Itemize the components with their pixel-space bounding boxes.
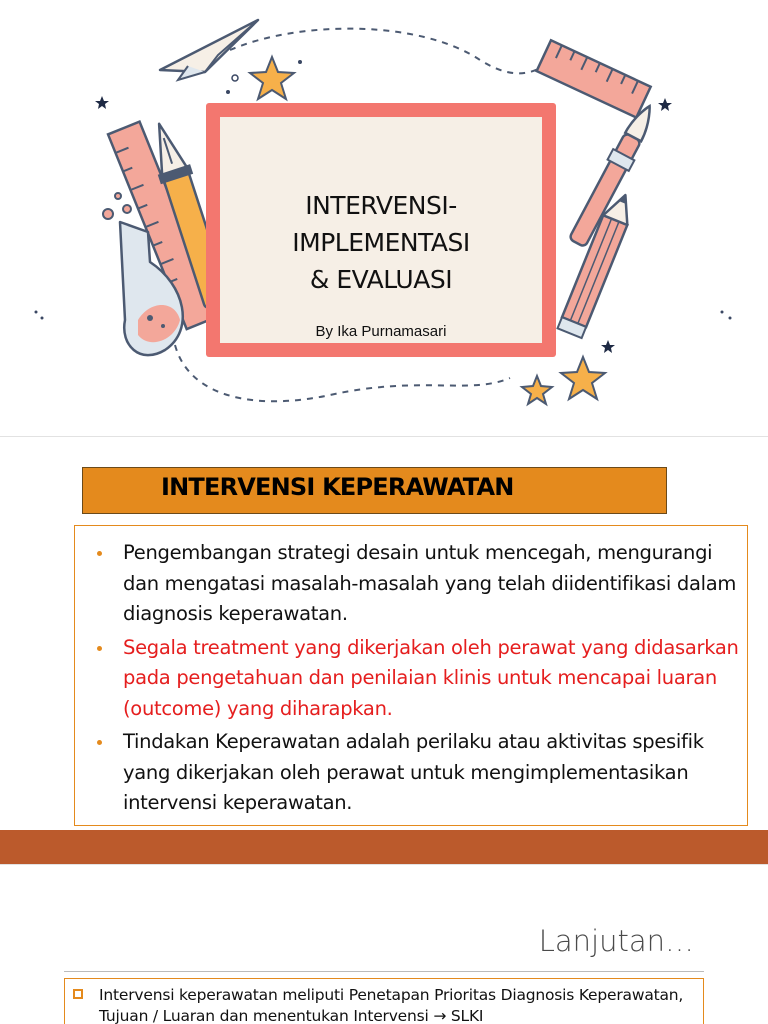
bullet-item bbox=[75, 633, 747, 725]
bullet-list bbox=[75, 538, 747, 822]
section-header-text: INTERVENSI KEPERAWATAN bbox=[161, 473, 514, 501]
bullet-item bbox=[75, 727, 747, 819]
slide-title bbox=[220, 187, 542, 298]
bullet-dot-icon bbox=[97, 646, 102, 651]
title-frame bbox=[206, 103, 556, 357]
author-label: By Ika Purnamasari bbox=[315, 323, 447, 340]
title-rule bbox=[64, 971, 704, 972]
lanjutan-slide bbox=[0, 866, 768, 1024]
bullet-text: Segala treatment yang dikerjakan oleh perawat yang didasarkan pada pengetahuan dan penilaian klinis untuk mencapai luaran (outcome) yang diharapkan. bbox=[123, 635, 739, 720]
paper-plane-icon bbox=[160, 20, 258, 80]
title-line: & EVALUASI bbox=[309, 265, 453, 294]
bullet-text: Pengembangan strategi desain untuk mencegah, mengurangi dan mengatasi masalah-masalah yang telah diidentifikasi dalam diagnosis keperawatan. bbox=[123, 541, 737, 625]
slide-title: Lanjutan… bbox=[538, 924, 694, 958]
bullet-text: Tindakan Keperawatan adalah perilaku atau aktivitas spesifik yang dikerjakan oleh perawat untuk mengimplementasikan intervensi keperawatan. bbox=[123, 730, 704, 814]
bullet-box bbox=[74, 525, 748, 826]
title-line: INTERVENSI- bbox=[305, 191, 457, 220]
section-header bbox=[82, 467, 667, 514]
checkbox-bullet-icon bbox=[73, 989, 83, 999]
content-box bbox=[64, 978, 704, 1024]
slide-divider bbox=[0, 864, 768, 865]
intervensi-slide bbox=[0, 437, 768, 864]
title-slide bbox=[0, 0, 768, 436]
footer-band bbox=[0, 830, 768, 864]
bullet-dot-icon bbox=[97, 551, 102, 556]
list-item: Intervensi keperawatan meliputi Penetapan Prioritas Diagnosis Keperawatan, Tujuan / Luaran dan menentukan Intervensi → SLKI bbox=[99, 986, 684, 1024]
bullet-dot-icon bbox=[97, 740, 102, 745]
title-line: IMPLEMENTASI bbox=[292, 228, 470, 257]
bullet-item bbox=[75, 538, 747, 630]
